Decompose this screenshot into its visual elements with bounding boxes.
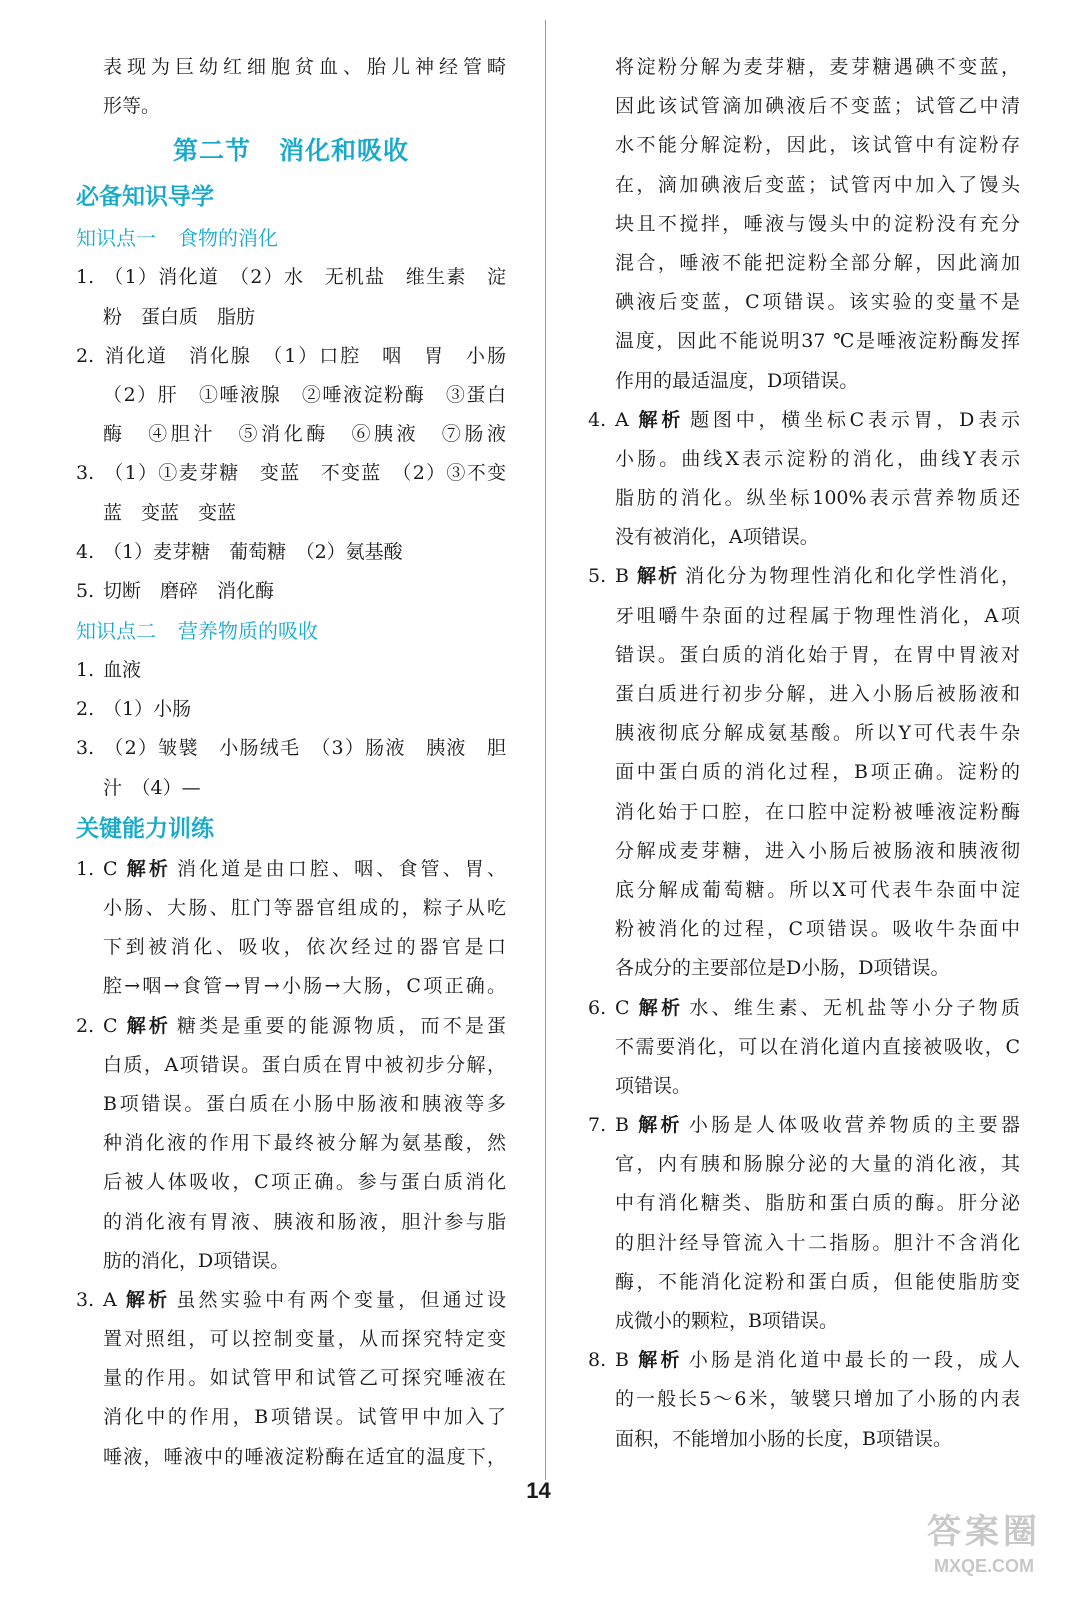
text-line: 因此该试管滴加碘液后不变蓝；试管乙中清 — [615, 95, 1020, 118]
item-number: 2. — [76, 698, 95, 721]
text-line: 汁 （4）— — [103, 776, 201, 799]
list-item — [76, 454, 506, 493]
text-line: 在，滴加碘液后变蓝；试管丙中加入了馒头 — [615, 173, 1020, 196]
answer-letter: C — [103, 857, 118, 880]
answer-text: 消化道是由口腔、咽、食管、胃、 — [176, 857, 506, 880]
text-line: 肪的消化，D项错误。 — [103, 1249, 290, 1272]
text-line: 各成分的主要部位是D小肠，D项错误。 — [615, 957, 950, 980]
answer-item — [76, 850, 506, 889]
text-line: 表现为巨幼红细胞贫血、胎儿神经管畸 — [103, 56, 506, 78]
item-text: 切断 磨碎 消化酶 — [103, 579, 275, 602]
answer-item — [588, 1106, 1020, 1145]
text-line: 面中蛋白质的消化过程，B项正确。淀粉的 — [615, 761, 1020, 784]
column-divider — [545, 20, 546, 1480]
kp-label: 知识点二 — [76, 619, 156, 644]
list-item — [76, 337, 506, 376]
answer-text: 题图中，横坐标C表示胃，D表示 — [690, 408, 1020, 431]
analysis-label: 解析 — [634, 1349, 683, 1372]
text-line: 消化中的作用，B项错误。试管甲中加入了 — [103, 1406, 506, 1429]
item-number: 8. — [588, 1349, 607, 1372]
text-line: 的胆汁经导管流入十二指肠。胆汁不含消化 — [615, 1231, 1020, 1254]
answer-text: 小肠是人体吸收营养物质的主要器 — [688, 1114, 1020, 1137]
text-line: 消化始于口腔，在口腔中淀粉被唾液淀粉酶 — [615, 800, 1020, 823]
analysis-label: 解析 — [634, 408, 685, 431]
item-number: 3. — [76, 462, 95, 485]
text-line: 成微小的颗粒，B项错误。 — [615, 1310, 838, 1332]
text-line: 作用的最适温度，D项错误。 — [615, 369, 859, 392]
item-number: 6. — [588, 996, 607, 1019]
section-name: 消化和吸收 — [279, 136, 410, 166]
item-text: 血液 — [103, 659, 142, 682]
list-item — [76, 651, 506, 690]
knowledge-point-1-title — [76, 218, 506, 258]
section-title — [76, 126, 506, 176]
text-line: 白质，A项错误。蛋白质在胃中被初步分解， — [103, 1053, 506, 1076]
answer-text: 虽然实验中有两个变量，但通过设 — [176, 1288, 506, 1311]
text-line: 不需要消化，可以在消化道内直接被吸收，C — [615, 1035, 1020, 1058]
text-line: 下到被消化、吸收，依次经过的器官是口 — [103, 936, 506, 959]
item-text: （1）①麦芽糖 变蓝 不变蓝 （2）③不变 — [103, 462, 506, 485]
text-line: 粉被消化的过程，C项错误。吸收牛杂面中 — [615, 918, 1020, 941]
answer-item — [76, 1007, 506, 1046]
answer-item — [588, 1341, 1020, 1380]
text-line: 块且不搅拌，唾液与馒头中的淀粉没有充分 — [615, 212, 1020, 235]
kp-name: 营养物质的吸收 — [178, 619, 318, 644]
item-number: 4. — [588, 408, 607, 431]
section-number: 第二节 — [172, 136, 251, 166]
text-line: 错误。蛋白质的消化始于胃，在胃中胃液对 — [615, 643, 1020, 666]
answer-letter: A — [103, 1288, 117, 1311]
text-line: 酶，不能消化淀粉和蛋白质，但能使脂肪变 — [615, 1270, 1020, 1293]
item-number: 5. — [588, 565, 607, 588]
item-number: 4. — [76, 540, 95, 563]
item-number: 1. — [76, 659, 95, 682]
answer-text: 消化分为物理性消化和化学性消化， — [685, 565, 1020, 588]
text-line: 中有消化糖类、脂肪和蛋白质的酶。肝分泌 — [615, 1192, 1020, 1215]
answer-item — [588, 401, 1020, 440]
text-line: （2）肝 ①唾液腺 ②唾液淀粉酶 ③蛋白 — [103, 383, 506, 406]
analysis-label: 解析 — [123, 1014, 171, 1037]
text-line: 蓝 变蓝 变蓝 — [103, 501, 237, 524]
text-line: 没有被消化，A项错误。 — [615, 526, 819, 549]
item-number: 2. — [76, 344, 95, 367]
text-line: 置对照组，可以控制变量，从而探究特定变 — [103, 1328, 506, 1351]
text-line: 的一般长5～6米，皱襞只增加了小肠的内表 — [615, 1388, 1020, 1411]
list-item — [76, 533, 506, 572]
right-column — [588, 48, 1020, 1459]
text-line: 形等。 — [103, 95, 161, 118]
text-line: 分解成麦芽糖，进入小肠后被肠液和胰液彻 — [615, 839, 1020, 862]
answer-letter: C — [103, 1014, 118, 1037]
answer-item — [588, 989, 1020, 1028]
left-column — [76, 48, 506, 1477]
kp-name: 食物的消化 — [178, 226, 278, 251]
list-item — [76, 690, 506, 729]
text-line: 种消化液的作用下最终被分解为氨基酸，然 — [103, 1132, 506, 1155]
text-line: 牙咀嚼牛杂面的过程属于物理性消化，A项 — [615, 604, 1020, 627]
analysis-label: 解析 — [635, 996, 684, 1019]
text-line: 底分解成葡萄糖。所以X可代表牛杂面中淀 — [615, 878, 1020, 901]
knowledge-point-2-title — [76, 611, 506, 651]
item-number: 1. — [76, 266, 95, 289]
text-line: 小肠、大肠、肛门等器官组成的，粽子从吃 — [103, 897, 506, 919]
watermark-logo — [909, 1510, 1059, 1586]
kp-label: 知识点一 — [76, 226, 156, 251]
answer-letter: B — [615, 1349, 629, 1372]
analysis-label: 解析 — [123, 857, 171, 880]
item-number: 3. — [76, 737, 95, 760]
analysis-label: 解析 — [122, 1288, 171, 1311]
text-line: 蛋白质进行初步分解，进入小肠后被肠液和 — [615, 683, 1020, 705]
watermark-url: MXQE.COM — [933, 1556, 1034, 1576]
item-number: 5. — [76, 579, 95, 602]
answer-letter: A — [615, 408, 629, 431]
item-number: 1. — [76, 857, 95, 880]
text-line: 面积，不能增加小肠的长度，B项错误。 — [615, 1427, 952, 1450]
answer-letter: B — [615, 1114, 629, 1137]
answer-item — [76, 1281, 506, 1320]
list-item — [76, 729, 506, 768]
analysis-label: 解析 — [634, 565, 680, 588]
analysis-label: 解析 — [634, 1114, 683, 1137]
text-line: 温度，因此不能说明37 ℃是唾液淀粉酶发挥 — [615, 330, 1020, 353]
page-number: 14 — [526, 1478, 551, 1503]
text-line: 的消化液有胃液、胰液和肠液，胆汁参与脂 — [103, 1210, 506, 1233]
answer-letter: C — [615, 996, 630, 1019]
text-line: 脂肪的消化。纵坐标100%表示营养物质还 — [615, 487, 1020, 510]
text-line: 项错误。 — [615, 1074, 692, 1097]
heading-knowledge-guide: 必备知识导学 — [76, 183, 214, 211]
item-number: 7. — [588, 1114, 607, 1137]
text-line: 混合，唾液不能把淀粉全部分解，因此滴加 — [615, 251, 1020, 274]
item-text: （1）消化道 （2）水 无机盐 维生素 淀 — [103, 266, 506, 289]
text-line: 小肠。曲线X表示淀粉的消化，曲线Y表示 — [615, 447, 1020, 470]
text-line: 水不能分解淀粉，因此，该试管中有淀粉存 — [615, 134, 1020, 157]
answer-text: 小肠是消化道中最长的一段，成人 — [688, 1349, 1020, 1372]
answer-item — [588, 557, 1020, 596]
text-line: 唾液，唾液中的唾液淀粉酶在适宜的温度下， — [103, 1445, 506, 1468]
answer-text: 糖类是重要的能源物质，而不是蛋 — [176, 1014, 506, 1037]
text-line: 胰液彻底分解成氨基酸。所以Y可代表牛杂 — [615, 722, 1020, 745]
text-line: 粉 蛋白质 脂肪 — [103, 305, 256, 328]
text-line: 后被人体吸收，C项正确。参与蛋白质消化 — [103, 1171, 506, 1194]
heading-key-ability: 关键能力训练 — [76, 814, 214, 842]
text-line: 酶 ④胆汁 ⑤消化酶 ⑥胰液 ⑦肠液 — [103, 423, 506, 446]
item-number: 3. — [76, 1288, 95, 1311]
answer-text: 水、维生素、无机盐等小分子物质 — [689, 996, 1020, 1019]
text-line: 官，内有胰和肠腺分泌的大量的消化液，其 — [615, 1153, 1020, 1176]
answer-letter: B — [615, 565, 629, 588]
item-text: （2）皱襞 小肠绒毛 （3）肠液 胰液 胆 — [103, 737, 506, 760]
list-item — [76, 258, 506, 297]
text-line: 量的作用。如试管甲和试管乙可探究唾液在 — [103, 1367, 506, 1390]
item-text: （1）小肠 — [103, 698, 192, 721]
watermark-title: 答案圈 — [927, 1513, 1041, 1551]
item-number: 2. — [76, 1014, 95, 1037]
text-line: 碘液后变蓝，C项错误。该实验的变量不是 — [615, 291, 1020, 314]
item-text: 消化道 消化腺 （1）口腔 咽 胃 小肠 — [103, 344, 506, 367]
text-line: 腔→咽→食管→胃→小肠→大肠，C项正确。 — [103, 975, 506, 998]
list-item — [76, 572, 506, 611]
item-text: （1）麦芽糖 葡萄糖 （2）氨基酸 — [103, 540, 403, 563]
text-line: 将淀粉分解为麦芽糖，麦芽糖遇碘不变蓝， — [615, 56, 1020, 78]
text-line: B项错误。蛋白质在小肠中肠液和胰液等多 — [103, 1092, 506, 1115]
